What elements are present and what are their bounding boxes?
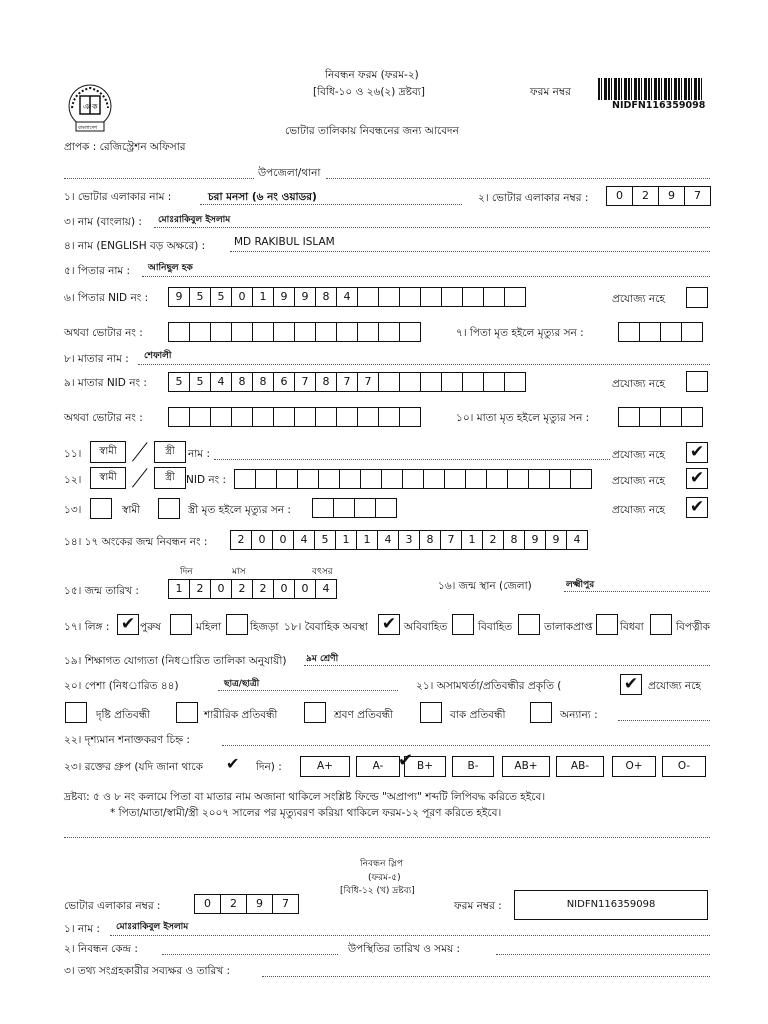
- digit-cell[interactable]: 3: [398, 530, 420, 550]
- digit-cell[interactable]: [462, 287, 484, 307]
- svg-text:ক: ক: [92, 102, 98, 111]
- name-english-label: ৪। নাম (ENGLISH বড় অক্ষরে) :: [64, 240, 206, 252]
- blood-group-label: ২৩। রক্তের গ্রুপ (যদি জানা থাকে: [64, 761, 203, 773]
- spouse-name-na-checkbox[interactable]: ✔: [686, 442, 708, 463]
- father-nid-na-label: প্রযোজ্য নহে: [612, 293, 665, 305]
- disability-hearing-label: শ্রবণ প্রতিবন্ধী: [334, 709, 394, 721]
- spouse-death-year-cells[interactable]: [312, 498, 396, 518]
- digit-cell[interactable]: [570, 469, 592, 489]
- digit-cell[interactable]: 7: [684, 186, 711, 206]
- disability-na-checkbox[interactable]: ✔: [620, 674, 642, 695]
- digit-cell[interactable]: 1: [252, 287, 274, 307]
- digit-cell[interactable]: [294, 322, 316, 342]
- gender-hijra-checkbox[interactable]: [226, 614, 248, 635]
- digit-cell[interactable]: 4: [210, 372, 232, 392]
- marital-widower-label: বিপত্নীক: [676, 621, 711, 633]
- name-bangla-value[interactable]: মোঃরাকিবুল ইসলাম: [158, 215, 231, 225]
- blood-group-check-mark: ✔: [226, 754, 240, 773]
- digit-cell[interactable]: [660, 407, 682, 427]
- slip-form: (ফরম-৫): [368, 873, 401, 883]
- digit-cell[interactable]: 8: [252, 372, 274, 392]
- digit-cell[interactable]: [360, 469, 382, 489]
- father-death-year-label: ৭। পিতা মৃত হইলে মৃত্যুর সন :: [456, 327, 584, 339]
- digit-cell[interactable]: [378, 407, 400, 427]
- digit-cell[interactable]: 7: [357, 372, 379, 392]
- blood-group-o-positive[interactable]: O+: [612, 756, 656, 777]
- note-line-1: দ্রষ্টব্য: ৫ ও ৮ নং কলামে পিতা বা মাতার নাম অজানা থাকিলে সংশ্লিষ্ট ফিল্ডে "অপ্রাপ্য" শব্দটি লিপিবদ্ধ করিতে হইবে।: [64, 791, 546, 803]
- gender-female-label: মহিলা: [196, 621, 222, 633]
- slip-name-value[interactable]: মোঃরাকিবুল ইসলাম: [116, 922, 189, 932]
- digit-cell[interactable]: [639, 407, 661, 427]
- form-number-label: ফরম নম্বর: [530, 86, 571, 98]
- disability-sight-label: দৃষ্টি প্রতিবন্ধী: [96, 709, 151, 721]
- digit-cell[interactable]: [210, 322, 232, 342]
- digit-cell[interactable]: [399, 372, 421, 392]
- spouse-name-number: ১১।: [64, 448, 82, 460]
- spouse-name-label: নাম :: [188, 448, 211, 460]
- spouse-death-na-label: প্রযোজ্য নহে: [612, 504, 665, 516]
- dob-year-caption: বৎসর: [312, 567, 333, 577]
- note-line-2: * পিতা/মাতা/স্বামী/স্ত্রী ২০০৭ সালের পর মৃত্যুবরণ করিয়া থাকিলে ফরম-১২ পূরণ করিতে হইবে।: [110, 807, 502, 819]
- digit-cell[interactable]: 0: [272, 530, 294, 550]
- disability-label: ২১। অসামথর্তা/প্রতিবন্ধীর প্রকৃতি (: [416, 680, 562, 692]
- digit-cell[interactable]: 9: [246, 894, 273, 914]
- father-name-label: ৫। পিতার নাম :: [64, 265, 131, 277]
- digit-cell[interactable]: 2: [220, 894, 247, 914]
- gender-male-checkbox[interactable]: ✔: [117, 614, 139, 635]
- digit-cell[interactable]: 1: [168, 579, 190, 599]
- digit-cell[interactable]: 7: [336, 372, 358, 392]
- digit-cell[interactable]: [465, 469, 487, 489]
- birth-reg-cells[interactable]: [230, 530, 587, 550]
- birthplace-value[interactable]: লক্ষ্মীপুর: [566, 580, 595, 590]
- form-subject: ভোটার তালিকায় নিবন্ধনের জন্য আবেদন: [285, 125, 459, 137]
- slip-form-number-label: ফরম নম্বর :: [454, 900, 502, 912]
- marital-widower-checkbox[interactable]: [650, 614, 672, 635]
- digit-cell[interactable]: [528, 469, 550, 489]
- digit-cell[interactable]: 7: [440, 530, 462, 550]
- disability-speech-label: বাক প্রতিবন্ধী: [450, 709, 506, 721]
- digit-cell[interactable]: [681, 407, 703, 427]
- marital-widow-checkbox[interactable]: [596, 614, 618, 635]
- father-name-value[interactable]: আনিছুল হক: [148, 263, 193, 273]
- disability-hearing-checkbox[interactable]: [304, 702, 326, 723]
- digit-cell[interactable]: 9: [294, 287, 316, 307]
- birthplace-label: ১৬। জন্ম স্থান (জেলা): [438, 580, 532, 592]
- spouse-death-na-checkbox[interactable]: ✔: [686, 497, 708, 518]
- digit-cell[interactable]: [462, 372, 484, 392]
- svg-text:ঞ: ঞ: [83, 102, 92, 111]
- digit-cell[interactable]: [381, 469, 403, 489]
- disability-na-label: প্রযোজ্য নহে: [648, 680, 701, 692]
- disability-speech-checkbox[interactable]: [420, 702, 442, 723]
- blood-group-b-positive-check: ✔: [398, 750, 414, 771]
- mother-voter-no-label: অথবা ভোটার নং :: [64, 412, 143, 424]
- digit-cell[interactable]: [339, 469, 361, 489]
- occupation-label: ২০। পেশা (নিধর্ারিত ৪৪): [64, 680, 179, 692]
- mother-nid-na-checkbox[interactable]: [686, 371, 708, 392]
- blood-group-a-positive[interactable]: A+: [300, 756, 350, 777]
- digit-cell[interactable]: [402, 469, 424, 489]
- digit-cell[interactable]: [441, 287, 463, 307]
- digit-cell[interactable]: 0: [210, 579, 232, 599]
- spouse-name-na-label: প্রযোজ্য নহে: [612, 449, 665, 461]
- digit-cell[interactable]: 4: [336, 287, 358, 307]
- digit-cell[interactable]: [273, 322, 295, 342]
- digit-cell[interactable]: [234, 469, 256, 489]
- digit-cell[interactable]: [336, 322, 358, 342]
- education-value[interactable]: ৯ম শ্রেণী: [306, 654, 339, 664]
- digit-cell[interactable]: 0: [273, 579, 295, 599]
- digit-cell[interactable]: 7: [272, 894, 299, 914]
- spouse-nid-cells[interactable]: [234, 469, 591, 489]
- spouse-death-number: ১৩।: [64, 504, 82, 516]
- digit-cell[interactable]: [357, 287, 379, 307]
- slip-rule: [বিধি-১২ (খ) দ্রষ্টব্য]: [340, 886, 415, 896]
- digit-cell[interactable]: 4: [293, 530, 315, 550]
- digit-cell[interactable]: [252, 322, 274, 342]
- digit-cell[interactable]: [420, 287, 442, 307]
- digit-cell[interactable]: [336, 407, 358, 427]
- voter-area-number-cells[interactable]: [606, 186, 710, 206]
- digit-cell[interactable]: 0: [294, 579, 316, 599]
- digit-cell[interactable]: 7: [294, 372, 316, 392]
- barcode: [598, 78, 702, 100]
- mother-name-label: ৮। মাতার নাম :: [64, 353, 129, 365]
- slip-date-label: উপস্থিতির তারিখ ও সময় :: [348, 943, 461, 955]
- digit-cell[interactable]: 0: [194, 894, 221, 914]
- digit-cell[interactable]: [507, 469, 529, 489]
- digit-cell[interactable]: 4: [566, 530, 588, 550]
- digit-cell[interactable]: 9: [545, 530, 567, 550]
- digit-cell[interactable]: 2: [252, 579, 274, 599]
- father-voter-no-cells[interactable]: [168, 322, 420, 342]
- mother-name-value[interactable]: শেফালী: [144, 351, 172, 361]
- mother-nid-na-label: প্রযোজ্য নহে: [612, 378, 665, 390]
- slip-name-label: ১। নাম :: [64, 923, 100, 935]
- slip-area-number-label: ভোটার এলাকার নম্বর :: [64, 900, 161, 912]
- digit-cell[interactable]: 8: [231, 372, 253, 392]
- digit-cell[interactable]: [168, 322, 190, 342]
- mother-voter-no-cells[interactable]: [168, 407, 420, 427]
- digit-cell[interactable]: [189, 407, 211, 427]
- gender-label: ১৭। লিঙ্গ :: [64, 621, 110, 633]
- gender-female-checkbox[interactable]: [170, 614, 192, 635]
- digit-cell[interactable]: [549, 469, 571, 489]
- blood-group-b-positive[interactable]: B+: [404, 756, 446, 777]
- digit-cell[interactable]: 8: [419, 530, 441, 550]
- dob-cells[interactable]: [168, 579, 336, 599]
- digit-cell[interactable]: [399, 407, 421, 427]
- blood-group-label-end: দিন) :: [256, 761, 282, 773]
- slip-area-number-cells[interactable]: [194, 894, 298, 914]
- spouse-nid-na-label: প্রযোজ্য নহে: [612, 475, 665, 487]
- digit-cell[interactable]: 1: [356, 530, 378, 550]
- disability-sight-checkbox[interactable]: [65, 702, 87, 723]
- digit-cell[interactable]: [483, 287, 505, 307]
- digit-cell[interactable]: [399, 322, 421, 342]
- digit-cell[interactable]: 1: [335, 530, 357, 550]
- blood-group-a-negative[interactable]: A-: [356, 756, 400, 777]
- husband-checkbox[interactable]: [90, 498, 112, 519]
- birth-reg-label: ১৪। ১৭ অংকের জন্ম নিবন্ধন নং :: [64, 536, 208, 548]
- marital-divorced-label: তালাকপ্রাপ্ত: [544, 621, 593, 633]
- digit-cell[interactable]: [315, 322, 337, 342]
- digit-cell[interactable]: [297, 469, 319, 489]
- voter-area-number-label: ২। ভোটার এলাকার নম্বর :: [478, 192, 589, 204]
- digit-cell[interactable]: 9: [658, 186, 685, 206]
- digit-cell[interactable]: 5: [189, 287, 211, 307]
- digit-cell[interactable]: [231, 322, 253, 342]
- spouse-nid-number: ১২।: [64, 474, 82, 486]
- digit-cell[interactable]: [231, 407, 253, 427]
- name-english-value[interactable]: MD RAKIBUL ISLAM: [234, 236, 335, 248]
- digit-cell[interactable]: 2: [230, 530, 252, 550]
- form-number: NIDFN116359098: [612, 100, 706, 111]
- digit-cell[interactable]: [333, 498, 355, 518]
- marital-unmarried-checkbox[interactable]: ✔: [378, 614, 400, 635]
- govt-logo: [64, 82, 116, 134]
- marital-widow-label: বিধবা: [620, 621, 644, 633]
- digit-cell[interactable]: 0: [251, 530, 273, 550]
- mother-nid-label: ৯। মাতার NID নং :: [64, 377, 147, 389]
- digit-cell[interactable]: [312, 498, 334, 518]
- slip-center-label: ২। নিবন্ধন কেন্দ্র :: [64, 943, 138, 955]
- wife-option[interactable]: স্ত্রী: [154, 441, 186, 463]
- digit-cell[interactable]: [357, 407, 379, 427]
- dob-day-caption: দিন: [180, 567, 193, 577]
- digit-cell[interactable]: [423, 469, 445, 489]
- father-voter-no-label: অথবা ভোটার নং :: [64, 327, 143, 339]
- digit-cell[interactable]: 8: [503, 530, 525, 550]
- logo-caption: বাংলাদেশ: [78, 125, 98, 131]
- blood-group-b-negative[interactable]: B-: [452, 756, 494, 777]
- voter-area-name-value[interactable]: চরা মনসা (৬ নং ওয়াডর): [208, 191, 317, 203]
- mother-death-year-cells[interactable]: [618, 407, 702, 427]
- digit-cell[interactable]: 0: [606, 186, 633, 206]
- form-title: নিবন্ধন ফরম (ফরম-২): [325, 69, 419, 81]
- digit-cell[interactable]: [252, 407, 274, 427]
- husband-label: স্বামী: [122, 504, 141, 516]
- digit-cell[interactable]: 8: [315, 372, 337, 392]
- disability-physical-checkbox[interactable]: [176, 702, 198, 723]
- dob-month-caption: মাস: [232, 567, 246, 577]
- digit-cell[interactable]: 2: [231, 579, 253, 599]
- rule-reference: [বিধি-১০ ও ২৬(২) দ্রষ্টব্য]: [313, 86, 425, 98]
- gender-male-label: পুরুষ: [140, 621, 161, 633]
- spouse-nid-na-checkbox[interactable]: ✔: [686, 468, 708, 489]
- seal-icon: [64, 82, 116, 134]
- digit-cell[interactable]: [378, 287, 400, 307]
- digit-cell[interactable]: 4: [377, 530, 399, 550]
- digit-cell[interactable]: [504, 372, 526, 392]
- digit-cell[interactable]: [681, 322, 703, 342]
- digit-cell[interactable]: [660, 322, 682, 342]
- digit-cell[interactable]: [375, 498, 397, 518]
- father-nid-cells[interactable]: [168, 287, 525, 307]
- digit-cell[interactable]: [315, 407, 337, 427]
- father-nid-na-checkbox[interactable]: [686, 287, 708, 308]
- digit-cell[interactable]: [399, 287, 421, 307]
- marital-divorced-checkbox[interactable]: [518, 614, 540, 635]
- digit-cell[interactable]: 5: [314, 530, 336, 550]
- digit-cell[interactable]: 2: [482, 530, 504, 550]
- name-bangla-label: ৩। নাম (বাংলায়) :: [64, 216, 142, 228]
- digit-cell[interactable]: [276, 469, 298, 489]
- slip-form-number[interactable]: NIDFN116359098: [514, 890, 708, 920]
- dob-label: ১৫। জন্ম তারিখ :: [64, 585, 139, 597]
- education-label: ১৯। শিক্ষাগত যোগ্যতা (নিধর্ারিত তালিকা অনুযায়ী): [64, 655, 287, 667]
- digit-cell[interactable]: [378, 322, 400, 342]
- recipient: প্রাপক : রেজিস্ট্রেশন অফিসার: [64, 141, 186, 153]
- husband-option[interactable]: স্বামী: [90, 467, 126, 489]
- digit-cell[interactable]: 1: [461, 530, 483, 550]
- digit-cell[interactable]: [378, 372, 400, 392]
- digit-cell[interactable]: 2: [632, 186, 659, 206]
- upazila-label: উপজেলা/থানা: [258, 167, 321, 179]
- digit-cell[interactable]: 5: [189, 372, 211, 392]
- identification-mark-label: ২২। দৃশ্যমান শনাক্তকরণ চিহ্ন :: [64, 734, 190, 746]
- digit-cell[interactable]: [189, 322, 211, 342]
- blood-group-o-negative[interactable]: O-: [662, 756, 706, 777]
- digit-cell[interactable]: 0: [231, 287, 253, 307]
- digit-cell[interactable]: [618, 322, 640, 342]
- mother-nid-cells[interactable]: [168, 372, 525, 392]
- digit-cell[interactable]: [168, 407, 190, 427]
- marital-married-label: বিবাহিত: [478, 621, 513, 633]
- voter-area-name-label: ১। ভোটার এলাকার নাম :: [64, 191, 172, 203]
- digit-cell[interactable]: 8: [315, 287, 337, 307]
- father-nid-label: ৬। পিতার NID নং :: [64, 292, 149, 304]
- digit-cell[interactable]: 2: [189, 579, 211, 599]
- digit-cell[interactable]: [483, 372, 505, 392]
- digit-cell[interactable]: 9: [273, 287, 295, 307]
- digit-cell[interactable]: [273, 407, 295, 427]
- digit-cell[interactable]: [357, 322, 379, 342]
- digit-cell[interactable]: 5: [168, 372, 190, 392]
- husband-option[interactable]: স্বামী: [90, 441, 126, 463]
- gender-hijra-label: হিজড়া: [250, 621, 279, 633]
- marital-label: ১৮। বৈবাহিক অবস্থা: [284, 621, 368, 633]
- digit-cell[interactable]: [504, 287, 526, 307]
- blood-group-ab-negative[interactable]: AB-: [556, 756, 604, 777]
- digit-cell[interactable]: [255, 469, 277, 489]
- digit-cell[interactable]: [210, 407, 232, 427]
- digit-cell[interactable]: [354, 498, 376, 518]
- marital-unmarried-label: অবিবাহিত: [404, 621, 448, 633]
- digit-cell[interactable]: [639, 322, 661, 342]
- wife-checkbox[interactable]: [158, 498, 180, 519]
- digit-cell[interactable]: 4: [315, 579, 337, 599]
- digit-cell[interactable]: [486, 469, 508, 489]
- slip-collector-label: ৩। তথ্য সংগ্রহকারীর সব্যক্ষর ও তারিখ :: [64, 965, 231, 977]
- marital-married-checkbox[interactable]: [452, 614, 474, 635]
- spouse-nid-label: NID নং :: [186, 474, 227, 486]
- blood-group-ab-positive[interactable]: AB+: [502, 756, 550, 777]
- digit-cell[interactable]: [420, 372, 442, 392]
- digit-cell[interactable]: 9: [168, 287, 190, 307]
- digit-cell[interactable]: [318, 469, 340, 489]
- occupation-value[interactable]: ছাত্র/ছাত্রী: [224, 679, 260, 689]
- digit-cell[interactable]: 9: [524, 530, 546, 550]
- slip-title: নিবন্ধন স্লিপ: [360, 859, 403, 869]
- mother-death-year-label: ১০। মাতা মৃত হইলে মৃত্যুর সন :: [456, 412, 590, 424]
- digit-cell[interactable]: [441, 372, 463, 392]
- digit-cell[interactable]: 6: [273, 372, 295, 392]
- digit-cell[interactable]: [444, 469, 466, 489]
- disability-physical-label: শারীরিক প্রতিবন্ধী: [204, 709, 278, 721]
- disability-other-checkbox[interactable]: [530, 702, 552, 723]
- digit-cell[interactable]: [618, 407, 640, 427]
- digit-cell[interactable]: [294, 407, 316, 427]
- father-death-year-cells[interactable]: [618, 322, 702, 342]
- digit-cell[interactable]: 5: [210, 287, 232, 307]
- disability-other-label: অন্যান্য :: [560, 709, 598, 721]
- wife-option[interactable]: স্ত্রী: [154, 467, 186, 489]
- wife-death-year-label: স্ত্রী মৃত হইলে মৃত্যুর সন :: [188, 504, 291, 516]
